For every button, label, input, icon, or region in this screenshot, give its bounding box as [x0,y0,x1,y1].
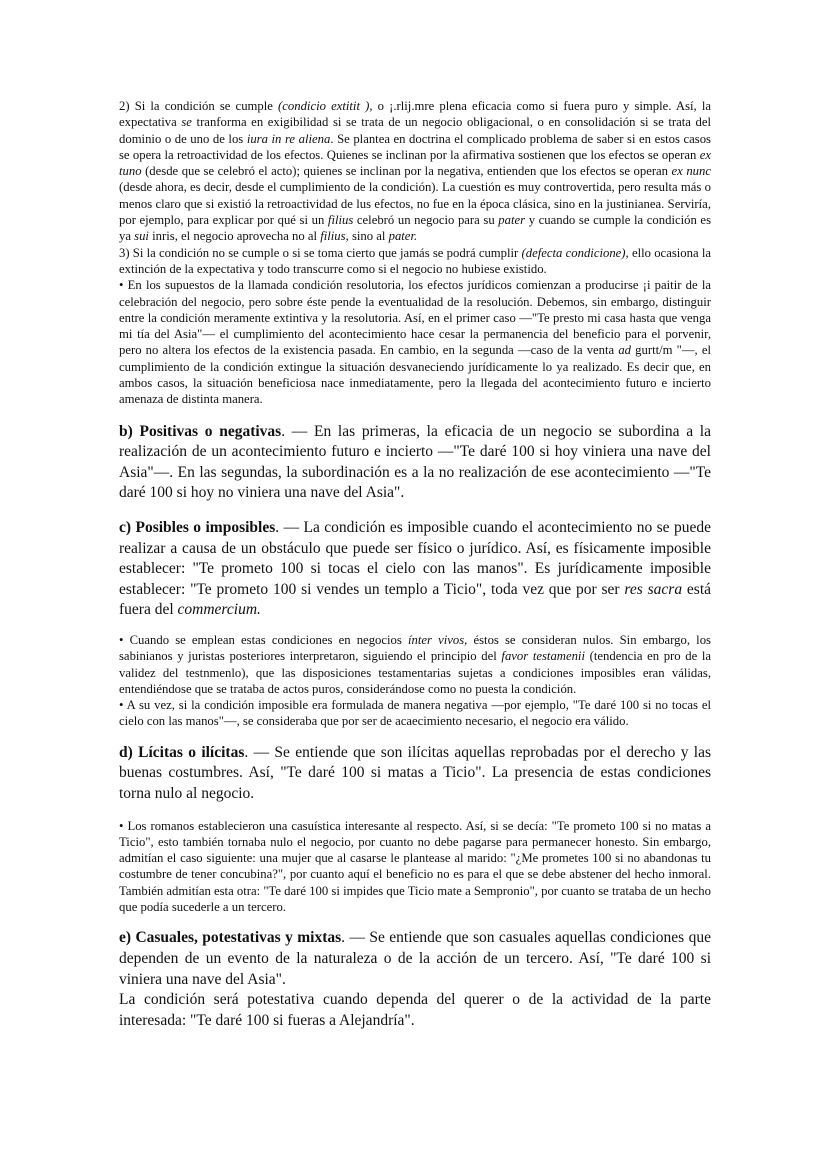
paragraph-resolutory-condition: • En los supuestos de la llamada condición resolutoria, los efectos jurídicos comienzan a producirse ¡i paitir de la celebración del negocio, pero sobre éste pende la eventualidad de la resolución. Debemos, sin embargo, distinguir entre la condición meramente extintiva y la resolutoria. Así, en el primer caso —"Te presto mi casa hasta que venga mi tía del Asia"— el cumplimiento del acontecimiento hace cesar la permanencia del beneficio para el porvenir, pero no altera los efectos de la existencia pasada. En cambio, en la segunda —caso de la venta ad gurtt/m "—, el cumplimiento de la condición extingue la situación desvaneciendo jurídicamente lo ya realizado. Es decir que, en ambos casos, la situación beneficiosa nace inmediatamente, pero la llegada del acontecimiento futuro e incierto amenaza de distinta manera. [119,278,711,407]
section-e-casual-potestative: e) Casuales, potestativas y mixtas. — Se entiende que son casuales aquellas condiciones que dependen de un evento de la naturaleza o de la acción de un tercero. Así, "Te daré 100 si viniera una nave del Asia". [119,929,712,988]
paragraph-condition-fulfilled: 2) Si la condición se cumple (condicio extitit ), o ¡.rlij.mre plena eficacia como si fuera puro y simple. Así, la expectativa se tranforma en exigibilidad si se trata de un negocio obligacional, o en consolidación si se trata del dominio o de uno de los iura in re aliena. Se plantea en doctrina el complicado problema de saber si en estos casos se opera la retroactividad de los efectos. Quienes se inclinan por la afirmativa sostienen que los efectos se operan ex tuno (desde que se celebró el acto); quienes se inclinan por la negativa, entienden que los efectos se operan ex nunc (desde ahora, es decir, desde el cumplimiento de la condición). La cuestión es muy controvertida, pero resulta más o menos claro que si existió la retroactividad de lus efectos, no fue en la época clásica, sino en la justinianea. Serviría, por ejemplo, para explicar por qué si un filius celebró un negocio para su pater y cuando se cumple la condición es ya sui inris, el negocio aprovecha no al filius, sino al pater. [119,99,712,244]
section-c-possible-impossible: c) Posibles o imposibles. — La condición es imposible cuando el acontecimiento no se puede realizar a causa de un obstáculo que puede ser físico o jurídico. Así, es físicamente imposible establecer: "Te prometo 100 si tocas el cielo con las manos". Es jurídicamente imposible establecer: "Te prometo 100 si vendes un templo a Ticio", toda vez que por ser res sacra está fuera del commercium. [119,519,712,619]
section-b-heading: b) Positivas o negativas [119,422,282,440]
section-b-positive-negative: b) Positivas o negativas. — En las primeras, la eficacia de un negocio se subordina a la realización de un acontecimiento futuro e incierto —"Te daré 100 si hoy viniera una nave del Asia"—. En las segundas, la subordinación es a la no realización de ese acontecimiento —"Te daré 100 si hoy no viniera una nave del Asia". [119,422,711,502]
section-d-licit-illicit: d) Lícitas o ilícitas. — Se entiende que son ilícitas aquellas reprobadas por el derecho y las buenas costumbres. Así, "Te daré 100 si matas a Ticio". La presencia de estas condiciones torna nulo al negocio. [119,743,711,802]
section-d-heading: d) Lícitas o ilícitas [119,743,245,761]
document-page [119,98,711,1031]
section-e-heading: e) Casuales, potestativas y mixtas [119,929,342,947]
section-c-heading: c) Posibles o imposibles [119,519,276,537]
paragraph-roman-casuistry: • Los romanos establecieron una casuística interesante al respecto. Así, si se decía: "Te prometo 100 si no matas a Ticio", esto también tornaba nulo el negocio, por cuanto no debe pagarse para permanecer honesto. Sin embargo, admitían el caso siguiente: una mujer que al casarse le plantease al marido: "¿Me prometes 100 si no abandonas tu costumbre de tener concubina?", por cuanto aquí el beneficio no es para el que se debe abstener del hecho inmoral. También admitían esta otra: "Te daré 100 si impides que Ticio mate a Sempronio", por cuanto se trataba de un hecho que podía sucederle a un tercero. [119,818,711,915]
paragraph-condition-not-fulfilled: 3) Si la condición no se cumple o si se toma cierto que jamás se podrá cumplir (defecta condicione), ello ocasiona la extinción de la expectativa y todo transcurre como si el negocio no hubiese existido. [119,245,711,276]
paragraph-negative-impossible: • A su vez, si la condición imposible era formulada de manera negativa —por ejemplo, "Te daré 100 si no tocas el cielo con las manos"—, se consideraba que por ser de acaecimiento necesario, el negocio era válido. [119,698,711,729]
paragraph-inter-vivos: • Cuando se emplean estas condiciones en negocios ínter vivos, éstos se consideran nulos. Sin embargo, los sabinianos y juristas posteriores interpretaron, siguiendo el principio del favor testamenii (tendencia en pro de la validez del testnmenlo), que las disposiciones testamentarias sujetas a condiciones imposibles eran válidas, entendiéndose que se trataba de actos puros, considerándose como no puesta la condición. [119,632,712,696]
paragraph-potestative: La condición será potestativa cuando dependa del querer o de la actividad de la parte interesada: "Te daré 100 si fueras a Alejandría". [119,991,711,1029]
